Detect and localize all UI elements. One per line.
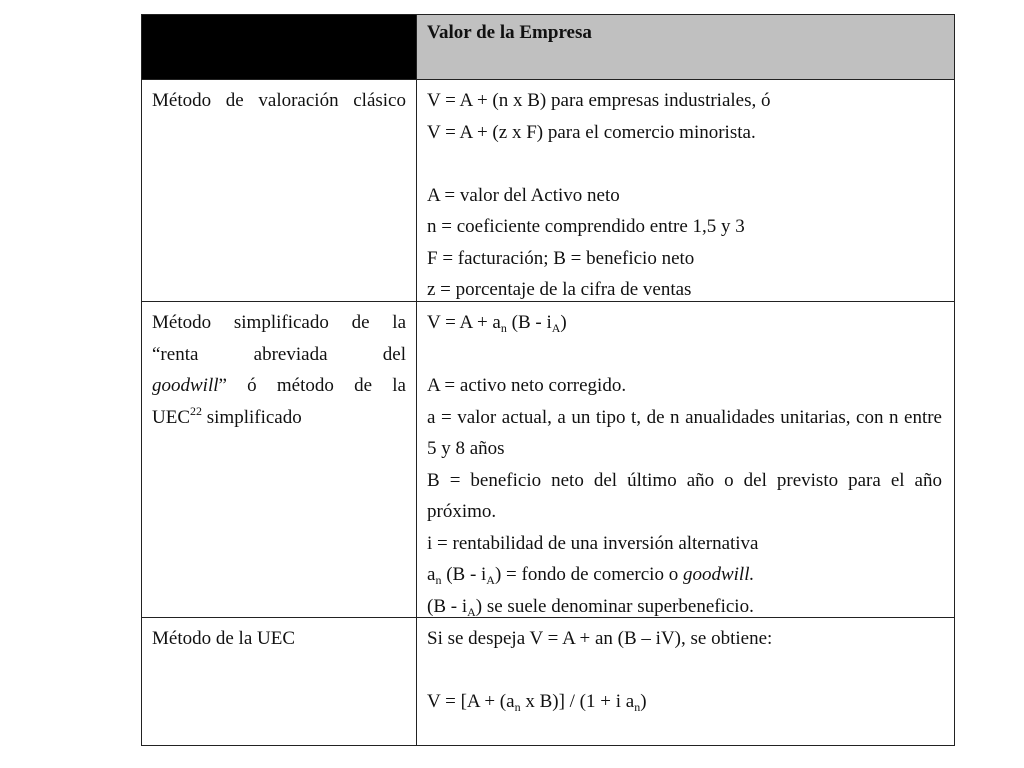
header-title-cell — [417, 15, 954, 79]
table-header-row — [142, 15, 954, 79]
definition-F-B: F = facturación; B = beneficio neto — [427, 247, 695, 269]
formula-cell-uec — [417, 618, 954, 745]
formula-uec-result: $V = [A + (a_n$ x B)] / (1 + i $a_n$) — [427, 691, 647, 714]
header-empty-cell — [142, 15, 417, 79]
method-simplified-line2: “renta abreviada del — [152, 343, 406, 365]
formula-retail: V = A + (z x F) para el comercio minorista. — [427, 121, 756, 143]
method-simplified-line1: Método simplificado de la — [152, 312, 406, 333]
definition-z: z = porcentaje de la cifra de ventas — [427, 279, 692, 300]
goodwill-definition: $a_n$ $(B - i_A)$ = fondo de comercio o goodwill. — [427, 564, 755, 587]
method-label-uec: Método de la UEC — [152, 628, 296, 649]
goodwill-italic: goodwill — [152, 375, 219, 396]
table-row-simplified — [142, 301, 954, 617]
footnote-ref: 22 — [190, 403, 202, 418]
definition-A: A = valor del Activo neto — [427, 184, 620, 206]
table-row-classic — [142, 79, 954, 301]
header-title: Valor de la Empresa — [427, 22, 592, 43]
definition-B: B = beneficio neto del último año o del previsto para el año próximo. — [427, 469, 942, 522]
formula-uec-intro: Si se despeja V = A + an (B – iV), se obtiene: — [427, 628, 773, 649]
table-row-uec — [142, 617, 954, 745]
formula-cell-classic — [417, 80, 954, 301]
superbeneficio-definition: $(B - i_A)$ se suele denominar superbeneficio. — [427, 595, 754, 619]
definition-n: n = coeficiente comprendido entre 1,5 y 3 — [427, 216, 745, 237]
method-simplified-line4: UEC$^{22}$ simplificado — [152, 403, 302, 428]
definition-i: i = rentabilidad de una inversión alternativa — [427, 532, 759, 554]
formula-cell-simplified — [417, 302, 954, 617]
method-simplified-line3: goodwill” ó método de la — [152, 375, 406, 396]
method-cell-simplified — [142, 302, 417, 617]
valuation-table — [141, 14, 955, 746]
method-cell-classic — [142, 80, 417, 301]
definition-A-corrected: A = activo neto corregido. — [427, 375, 627, 396]
definition-a: a = valor actual, a un tipo t, de n anualidades unitarias, con n entre 5 y 8 años — [427, 406, 942, 459]
formula-simplified: $V = A + a_n$ $(B - i_A)$ — [427, 312, 567, 335]
method-cell-uec — [142, 618, 417, 745]
method-label-classic: Método de valoración clásico — [152, 90, 406, 111]
formula-industrial: V = A + (n x B) para empresas industriales, ó — [427, 90, 771, 111]
